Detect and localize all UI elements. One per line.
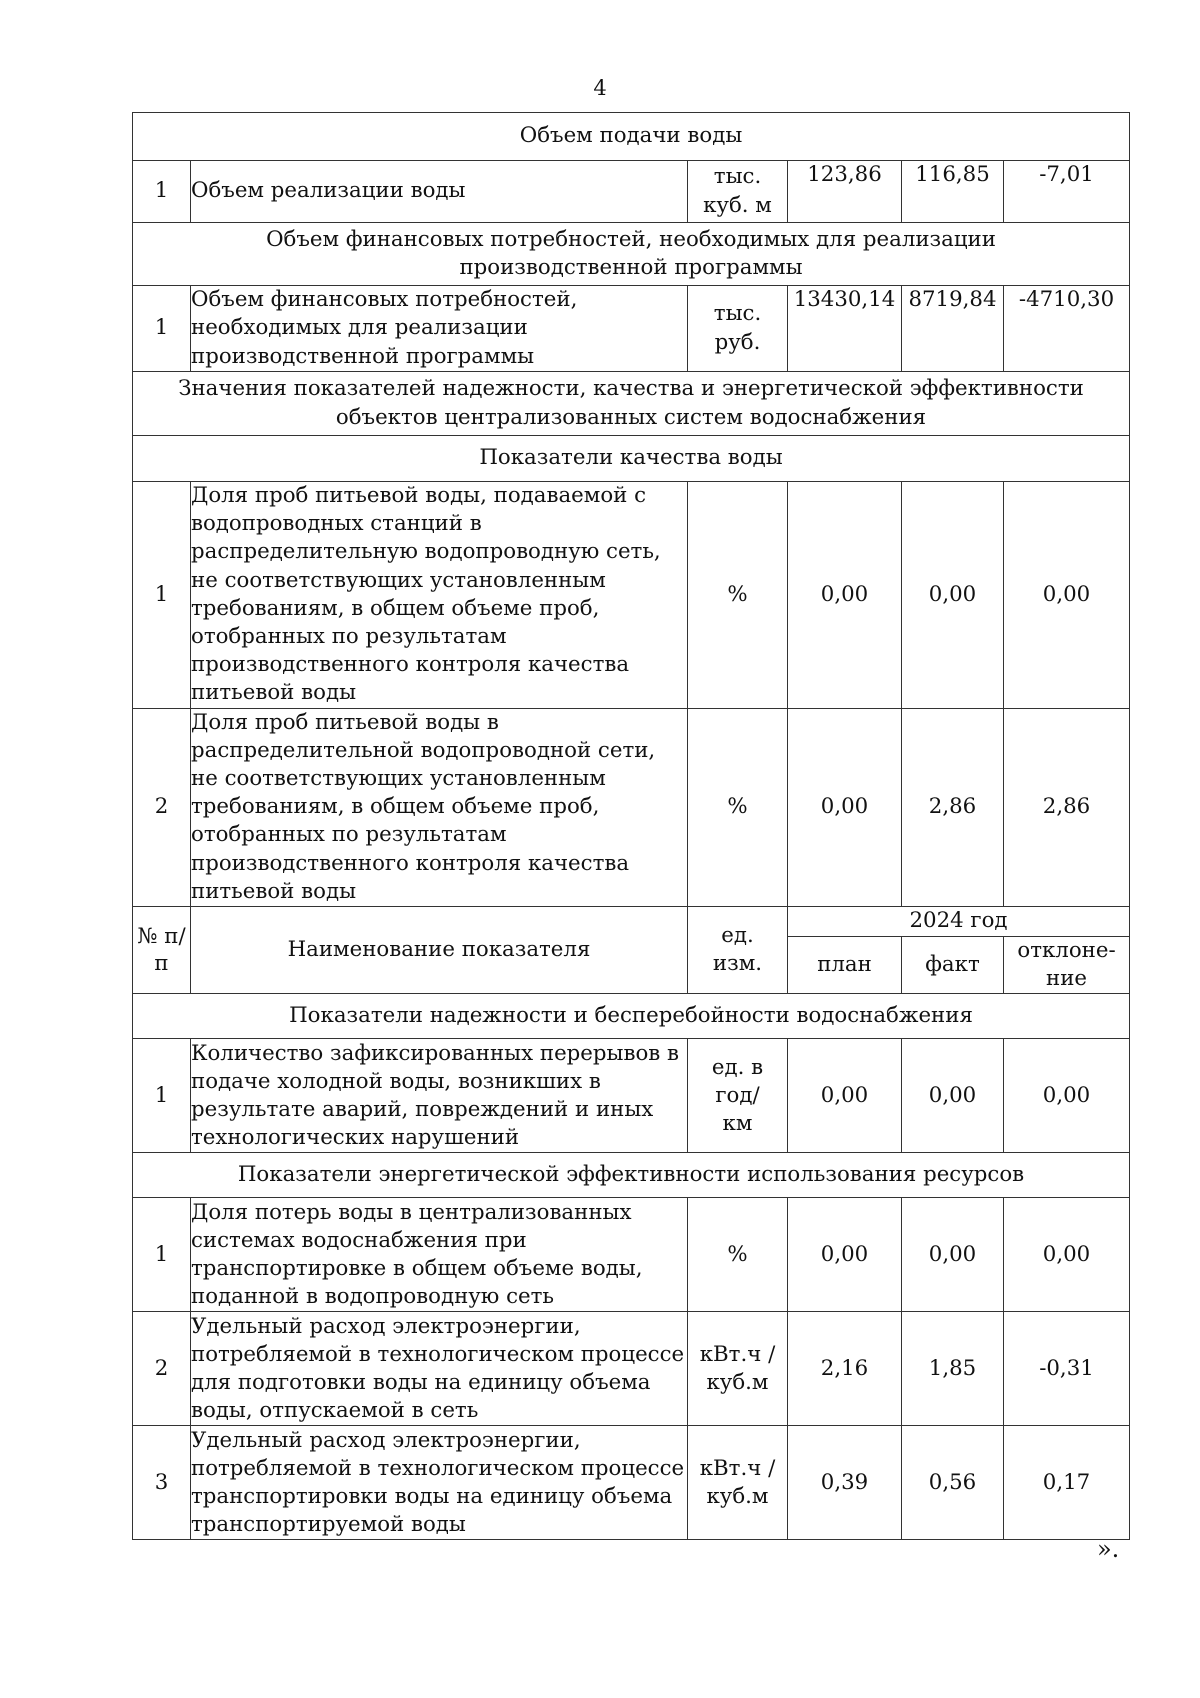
deviation-value: 0,00 — [1004, 482, 1130, 709]
row-number: 1 — [133, 286, 191, 372]
header-deviation: отклоне-ние — [1004, 937, 1130, 994]
indicators-table — [132, 112, 1130, 1540]
indicator-name: Удельный расход электроэнергии, потребляемой в технологическом процессе для подготовки воды на единицу объема воды, отпускаемой в сеть — [191, 1312, 688, 1426]
plan-value: 123,86 — [788, 161, 902, 223]
unit-cell: кВт.ч / куб.м — [688, 1312, 788, 1426]
section-row — [133, 372, 1130, 436]
table-row — [133, 708, 1130, 906]
unit-cell: % — [688, 1198, 788, 1312]
deviation-value: 0,17 — [1004, 1426, 1130, 1540]
row-number: 1 — [133, 1039, 191, 1153]
header-year: 2024 год — [788, 907, 1130, 937]
unit-cell: % — [688, 708, 788, 906]
deviation-value: -7,01 — [1004, 161, 1130, 223]
section-row — [133, 113, 1130, 161]
unit-cell: ед. в год/ км — [688, 1039, 788, 1153]
plan-value: 0,00 — [788, 482, 902, 709]
section-title: Значения показателей надежности, качества и энергетической эффективности объектов централизованных систем водоснабжения — [133, 372, 1130, 436]
table-row — [133, 161, 1130, 223]
row-number: 1 — [133, 482, 191, 709]
fact-value: 0,56 — [902, 1426, 1004, 1540]
row-number: 2 — [133, 1312, 191, 1426]
fact-value: 0,00 — [902, 482, 1004, 709]
row-number: 1 — [133, 161, 191, 223]
plan-value: 2,16 — [788, 1312, 902, 1426]
fact-value: 2,86 — [902, 708, 1004, 906]
unit-cell: тыс. куб. м — [688, 161, 788, 223]
deviation-value: 0,00 — [1004, 1198, 1130, 1312]
section-row — [133, 436, 1130, 482]
unit-cell: тыс. руб. — [688, 286, 788, 372]
section-row — [133, 994, 1130, 1039]
row-number: 2 — [133, 708, 191, 906]
header-name: Наименование показателя — [191, 907, 688, 994]
section-row — [133, 223, 1130, 286]
deviation-value: -0,31 — [1004, 1312, 1130, 1426]
fact-value: 0,00 — [902, 1198, 1004, 1312]
plan-value: 0,00 — [788, 708, 902, 906]
column-header-row — [133, 907, 1130, 937]
section-title: Показатели энергетической эффективности использования ресурсов — [133, 1153, 1130, 1198]
header-unit: ед. изм. — [688, 907, 788, 994]
plan-value: 13430,14 — [788, 286, 902, 372]
table-row — [133, 286, 1130, 372]
fact-value: 116,85 — [902, 161, 1004, 223]
plan-value: 0,00 — [788, 1198, 902, 1312]
section-title: Показатели надежности и бесперебойности водоснабжения — [133, 994, 1130, 1039]
row-number: 3 — [133, 1426, 191, 1540]
table-row — [133, 1312, 1130, 1426]
fact-value: 0,00 — [902, 1039, 1004, 1153]
fact-value: 8719,84 — [902, 286, 1004, 372]
fact-value: 1,85 — [902, 1312, 1004, 1426]
section-title: Объем подачи воды — [133, 113, 1130, 161]
indicator-name: Доля проб питьевой воды, подаваемой с водопроводных станций в распределительную водопроводную сеть, не соответствующих установленным требованиям, в общем объеме проб, отобранных по результатам производственного контроля качества питьевой воды — [191, 482, 688, 709]
indicator-name: Доля потерь воды в централизованных системах водоснабжения при транспортировке в общем объеме воды, поданной в водопроводную сеть — [191, 1198, 688, 1312]
table-row — [133, 1039, 1130, 1153]
table-row — [133, 1198, 1130, 1312]
header-num: № п/п — [133, 907, 191, 994]
header-fact: факт — [902, 937, 1004, 994]
unit-cell: кВт.ч / куб.м — [688, 1426, 788, 1540]
indicator-name: Объем финансовых потребностей, необходимых для реализации производственной программы — [191, 286, 688, 372]
page-number: 4 — [593, 76, 607, 100]
deviation-value: 0,00 — [1004, 1039, 1130, 1153]
section-title: Показатели качества воды — [133, 436, 1130, 482]
indicator-name: Удельный расход электроэнергии, потребляемой в технологическом процессе транспортировки воды на единицу объема транспортируемой воды — [191, 1426, 688, 1540]
deviation-value: -4710,30 — [1004, 286, 1130, 372]
section-title: Объем финансовых потребностей, необходимых для реализации производственной программы — [133, 223, 1130, 286]
plan-value: 0,00 — [788, 1039, 902, 1153]
indicator-name: Доля проб питьевой воды в распределительной водопроводной сети, не соответствующих установленным требованиям, в общем объеме проб, отобранных по результатам производственного контроля качества питьевой воды — [191, 708, 688, 906]
indicator-name: Объем реализации воды — [191, 161, 688, 223]
deviation-value: 2,86 — [1004, 708, 1130, 906]
section-row — [133, 1153, 1130, 1198]
indicator-name: Количество зафиксированных перерывов в подаче холодной воды, возникших в результате аварий, повреждений и иных технологических нарушений — [191, 1039, 688, 1153]
closing-quote-mark: ». — [1097, 1535, 1120, 1563]
table-row — [133, 482, 1130, 709]
plan-value: 0,39 — [788, 1426, 902, 1540]
unit-cell: % — [688, 482, 788, 709]
table-row — [133, 1426, 1130, 1540]
header-plan: план — [788, 937, 902, 994]
row-number: 1 — [133, 1198, 191, 1312]
